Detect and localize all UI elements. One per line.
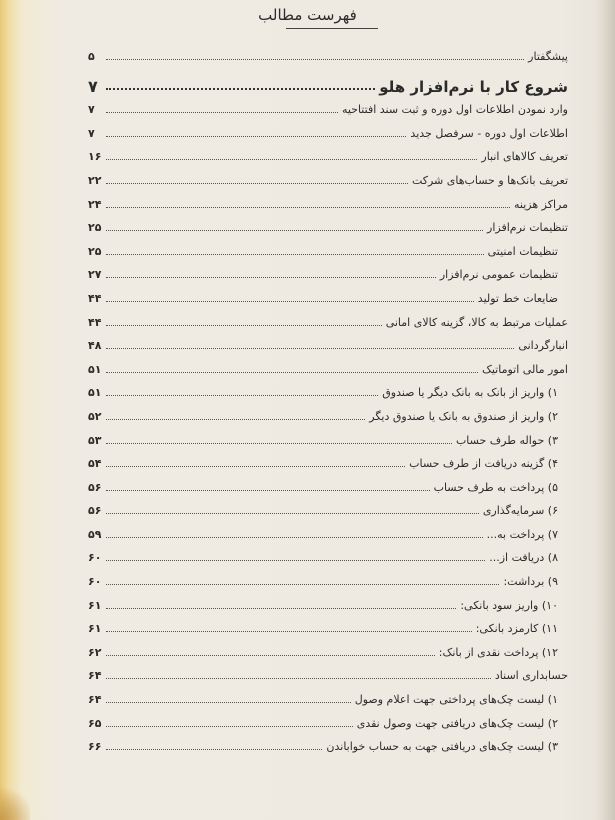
toc-entry-page-number: ۲۴ <box>88 197 102 211</box>
dot-leader <box>106 537 483 538</box>
dot-leader <box>106 490 430 491</box>
toc-entry <box>88 495 568 519</box>
toc-entry-page-number: ۵۲ <box>88 409 102 423</box>
toc-entry-page-number: ۶۴ <box>88 693 102 707</box>
toc-entry-page-number: ۶۶ <box>88 740 102 754</box>
toc-entry-page-number: ۵۱ <box>88 386 102 400</box>
toc-entry-title: ۸) دریافت از... <box>489 551 558 565</box>
toc-entry-title: عملیات مرتبط به کالا، گزینه کالای امانی <box>385 315 568 329</box>
toc-entry-page-number: ۴۴ <box>88 315 102 329</box>
toc-entry-page-number: ۶۱ <box>88 622 102 636</box>
toc-entry-page-number: ۴۸ <box>88 339 102 353</box>
dot-leader <box>106 88 375 90</box>
page-title: فهرست مطالب <box>258 6 357 24</box>
toc-entry-page-number: ۵ <box>88 49 95 63</box>
toc-entry-page-number: ۶۴ <box>88 669 102 683</box>
toc-entry-page-number: ۶۰ <box>88 575 102 589</box>
toc-entry-page-number: ۶۲ <box>88 645 102 659</box>
toc-entry-page-number: ۵۴ <box>88 457 102 471</box>
toc-entry-title: تنظیمات نرم‌افزار <box>487 221 568 235</box>
dot-leader <box>106 277 436 278</box>
dot-leader <box>106 443 452 444</box>
toc-entry-title: ۱۱) کارمزد بانکی: <box>475 622 558 636</box>
dot-leader <box>106 207 510 208</box>
toc-entry-page-number: ۱۶ <box>88 150 102 164</box>
corner-decoration <box>0 750 30 820</box>
toc-entry <box>88 518 568 542</box>
toc-entry-page-number: ۷ <box>88 76 98 96</box>
toc-entry-page-number: ۶۰ <box>88 551 102 565</box>
dot-leader <box>106 372 478 373</box>
toc-entry-title: ۶) سرمایه‌گذاری <box>482 504 558 518</box>
dot-leader <box>106 183 408 184</box>
toc-entry <box>88 259 568 283</box>
toc-entry-title: وارد نمودن اطلاعات اول دوره و ثبت سند افتتاحیه <box>341 103 568 117</box>
toc-entry <box>88 731 568 755</box>
toc-entry-page-number: ۵۶ <box>88 480 102 494</box>
page-edge-shadow <box>595 0 615 820</box>
toc-entry-title: امور مالی اتوماتیک <box>482 362 568 376</box>
toc-entry <box>88 613 568 637</box>
dot-leader <box>106 136 406 137</box>
toc-entry-title: تعریف کالاهای انبار <box>481 150 568 164</box>
dot-leader <box>106 419 365 420</box>
toc-entry <box>88 64 568 94</box>
toc-entry <box>88 141 568 165</box>
toc-entry-title: ۹) برداشت: <box>503 575 558 589</box>
toc-entry <box>88 660 568 684</box>
toc-entry-title: تنظیمات امنیتی <box>487 244 558 258</box>
dot-leader <box>106 726 353 727</box>
toc-entry-page-number: ۲۲ <box>88 173 102 187</box>
toc-entry-title: انبارگردانی <box>518 339 568 353</box>
dot-leader <box>106 466 405 467</box>
dot-leader <box>106 112 338 113</box>
dot-leader <box>106 159 477 160</box>
toc-entry-title: ۷) پرداخت به... <box>486 527 558 541</box>
toc-entry <box>88 235 568 259</box>
dot-leader <box>106 749 322 750</box>
toc-entry <box>88 636 568 660</box>
toc-entry-page-number: ۴۴ <box>88 291 102 305</box>
toc-entry <box>88 94 568 118</box>
toc-entry-title: تنظیمات عمومی نرم‌افزار <box>439 268 558 282</box>
toc-entry-title: ۱۰) واریز سود بانکی: <box>460 598 558 612</box>
toc-entry <box>88 448 568 472</box>
toc-entry <box>88 282 568 306</box>
dot-leader <box>106 608 456 609</box>
dot-leader <box>106 59 524 60</box>
toc-entry-title: مراکز هزینه <box>514 197 568 211</box>
toc-entry-title: شروع کار با نرم‌افزار هلو <box>379 77 568 96</box>
dot-leader <box>106 325 382 326</box>
toc-entry-page-number: ۷ <box>88 126 95 140</box>
dot-leader <box>106 301 474 302</box>
toc-entry <box>88 424 568 448</box>
toc-entry <box>88 40 568 64</box>
table-of-contents <box>88 40 568 754</box>
toc-entry <box>88 683 568 707</box>
toc-entry-title: ۳) لیست چک‌های دریافتی جهت به حساب خواباندن <box>326 740 558 754</box>
toc-entry-page-number: ۲۵ <box>88 221 102 235</box>
toc-entry-title: ۴) گزینه دریافت از طرف حساب <box>409 457 558 471</box>
dot-leader <box>106 348 514 349</box>
toc-entry <box>88 306 568 330</box>
toc-entry <box>88 707 568 731</box>
toc-entry-title: ۲) واریز از صندوق به بانک یا صندوق دیگر <box>369 409 558 423</box>
toc-entry-page-number: ۵۶ <box>88 504 102 518</box>
toc-entry-title: ۳) حواله طرف حساب <box>455 433 558 447</box>
toc-entry-page-number: ۵۹ <box>88 527 102 541</box>
toc-entry <box>88 353 568 377</box>
toc-entry-page-number: ۶۱ <box>88 598 102 612</box>
toc-entry-title: اطلاعات اول دوره - سرفصل جدید <box>410 126 568 140</box>
toc-entry <box>88 471 568 495</box>
toc-entry-page-number: ۷ <box>88 103 95 117</box>
toc-entry-title: پیشگفتار <box>528 49 568 63</box>
toc-entry-title: حسابداری اسناد <box>494 669 568 683</box>
toc-entry <box>88 565 568 589</box>
toc-entry-title: ضایعات خط تولید <box>477 291 558 305</box>
dot-leader <box>106 678 491 679</box>
dot-leader <box>106 395 378 396</box>
dot-leader <box>106 254 484 255</box>
dot-leader <box>106 655 435 656</box>
dot-leader <box>106 513 479 514</box>
title-underline <box>286 28 378 29</box>
toc-entry <box>88 589 568 613</box>
toc-entry-page-number: ۵۱ <box>88 362 102 376</box>
toc-entry-title: ۱) واریز از بانک به بانک دیگر یا صندوق <box>382 386 558 400</box>
toc-entry <box>88 542 568 566</box>
dot-leader <box>106 631 472 632</box>
dot-leader <box>106 560 485 561</box>
toc-entry-title: ۱۲) پرداخت نقدی از بانک: <box>438 645 558 659</box>
toc-entry-page-number: ۵۳ <box>88 433 102 447</box>
toc-entry-page-number: ۲۷ <box>88 268 102 282</box>
toc-entry <box>88 400 568 424</box>
toc-entry-title: تعریف بانک‌ها و حساب‌های شرکت <box>411 173 568 187</box>
toc-entry <box>88 330 568 354</box>
dot-leader <box>106 702 351 703</box>
toc-entry-title: ۵) پرداخت به طرف حساب <box>433 480 558 494</box>
toc-entry <box>88 377 568 401</box>
toc-entry <box>88 188 568 212</box>
toc-entry-page-number: ۶۵ <box>88 716 102 730</box>
dot-leader <box>106 230 483 231</box>
toc-entry-title: ۱) لیست چک‌های پرداختی جهت اعلام وصول <box>354 693 558 707</box>
toc-entry <box>88 117 568 141</box>
toc-entry-page-number: ۲۵ <box>88 244 102 258</box>
dot-leader <box>106 584 499 585</box>
toc-entry-title: ۲) لیست چک‌های دریافتی جهت وصول نقدی <box>356 716 558 730</box>
toc-entry <box>88 164 568 188</box>
toc-entry <box>88 212 568 236</box>
